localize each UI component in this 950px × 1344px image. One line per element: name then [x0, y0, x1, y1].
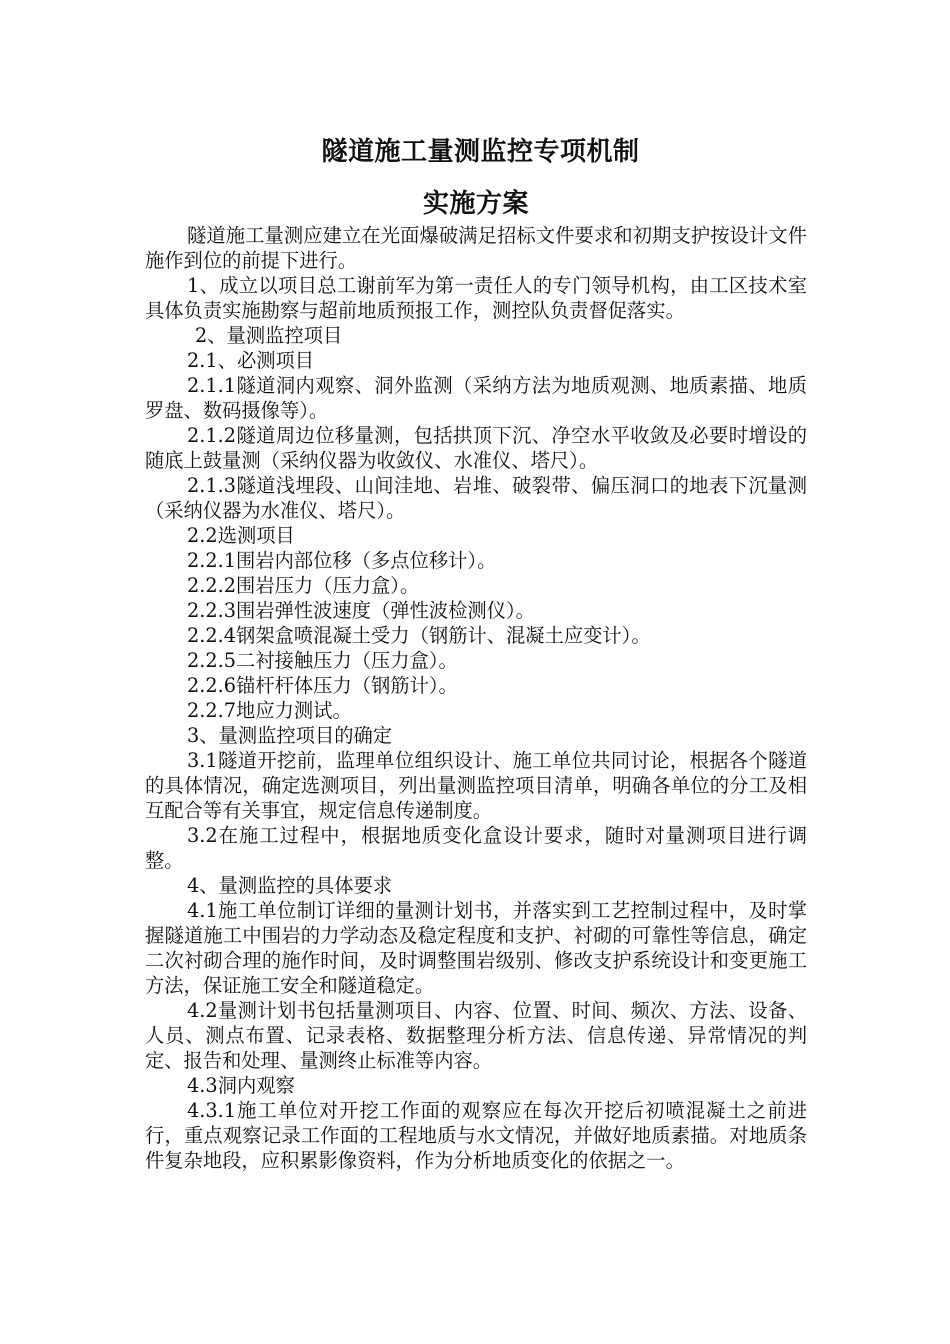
section-heading: 2、量测监控项目: [195, 324, 343, 347]
section-heading: 2.1、必测项目: [187, 349, 315, 372]
paragraph: 2.2.7地应力测试。: [187, 699, 352, 722]
paragraph: 2.2.6锚杆杆体压力（钢筋计）。: [187, 674, 458, 697]
document-title-line1: 隧道施工量测监控专项机制: [321, 137, 640, 167]
paragraph: 2.1.1隧道洞内观察、洞外监测（采纳方法为地质观测、地质素描、地质罗盘、数码摄像等）。: [145, 374, 807, 422]
paragraph: 2.2.4钢架盒喷混凝土受力（钢筋计、混凝土应变计）。: [187, 624, 651, 647]
paragraph: 3.1隧道开挖前，监理单位组织设计、施工单位共同讨论，根据各个隧道的具体情况，确定选测项目，列出量测监控项目清单，明确各单位的分工及相互配合等有关事宜，规定信息传递制度。: [145, 749, 807, 822]
document-body: [145, 223, 807, 1173]
paragraph: 2.1.3隧道浅埋段、山间洼地、岩堆、破裂带、偏压洞口的地表下沉量测（采纳仪器为水准仪、塔尺）。: [145, 474, 807, 522]
paragraph: 2.2.5二衬接触压力（压力盒）。: [187, 649, 458, 672]
paragraph: 2.2.1围岩内部位移（多点位移计）。: [187, 549, 497, 572]
paragraph: 隧道施工量测应建立在光面爆破满足招标文件要求和初期支护按设计文件施作到位的前提下进行。: [145, 224, 807, 272]
document-title-line2: 实施方案: [422, 189, 529, 219]
paragraph: 3.2在施工过程中，根据地质变化盒设计要求，随时对量测项目进行调整。: [145, 824, 807, 872]
section-heading: 3、量测监控项目的确定: [187, 724, 393, 747]
paragraph: 1、成立以项目总工谢前军为第一责任人的专门领导机构，由工区技术室具体负责实施勘察与超前地质预报工作，测控队负责督促落实。: [145, 274, 807, 322]
paragraph: 2.2.3围岩弹性波速度（弹性波检测仪）。: [187, 599, 535, 622]
paragraph: 4.1施工单位制订详细的量测计划书，并落实到工艺控制过程中，及时掌握隧道施工中围岩的力学动态及稳定程度和支护、衬砌的可靠性等信息，确定二次衬砌合理的施作时间，及时调整围岩级别、修改支护系统设计和变更施工方法，保证施工安全和隧道稳定。: [145, 899, 807, 997]
section-heading: 4.3洞内观察: [187, 1074, 295, 1097]
section-heading: 2.2选测项目: [187, 524, 295, 547]
paragraph: 4.3.1施工单位对开挖工作面的观察应在每次开挖后初喷混凝土之前进行，重点观察记录工作面的工程地质与水文情况，并做好地质素描。对地质条件复杂地段，应积累影像资料，作为分析地质变化的依据之一。: [145, 1099, 807, 1172]
paragraph: 2.2.2围岩压力（压力盒）。: [187, 574, 420, 597]
document-page: [145, 128, 807, 1173]
paragraph: 4.2量测计划书包括量测项目、内容、位置、时间、频次、方法、设备、人员、测点布置、记录表格、数据整理分析方法、信息传递、异常情况的判定、报告和处理、量测终止标准等内容。: [145, 999, 807, 1072]
section-heading: 4、量测监控的具体要求: [187, 874, 393, 897]
paragraph: 2.1.2隧道周边位移量测，包括拱顶下沉、净空水平收敛及必要时增设的随底上鼓量测（采纳仪器为收敛仪、水准仪、塔尺）。: [145, 424, 807, 472]
